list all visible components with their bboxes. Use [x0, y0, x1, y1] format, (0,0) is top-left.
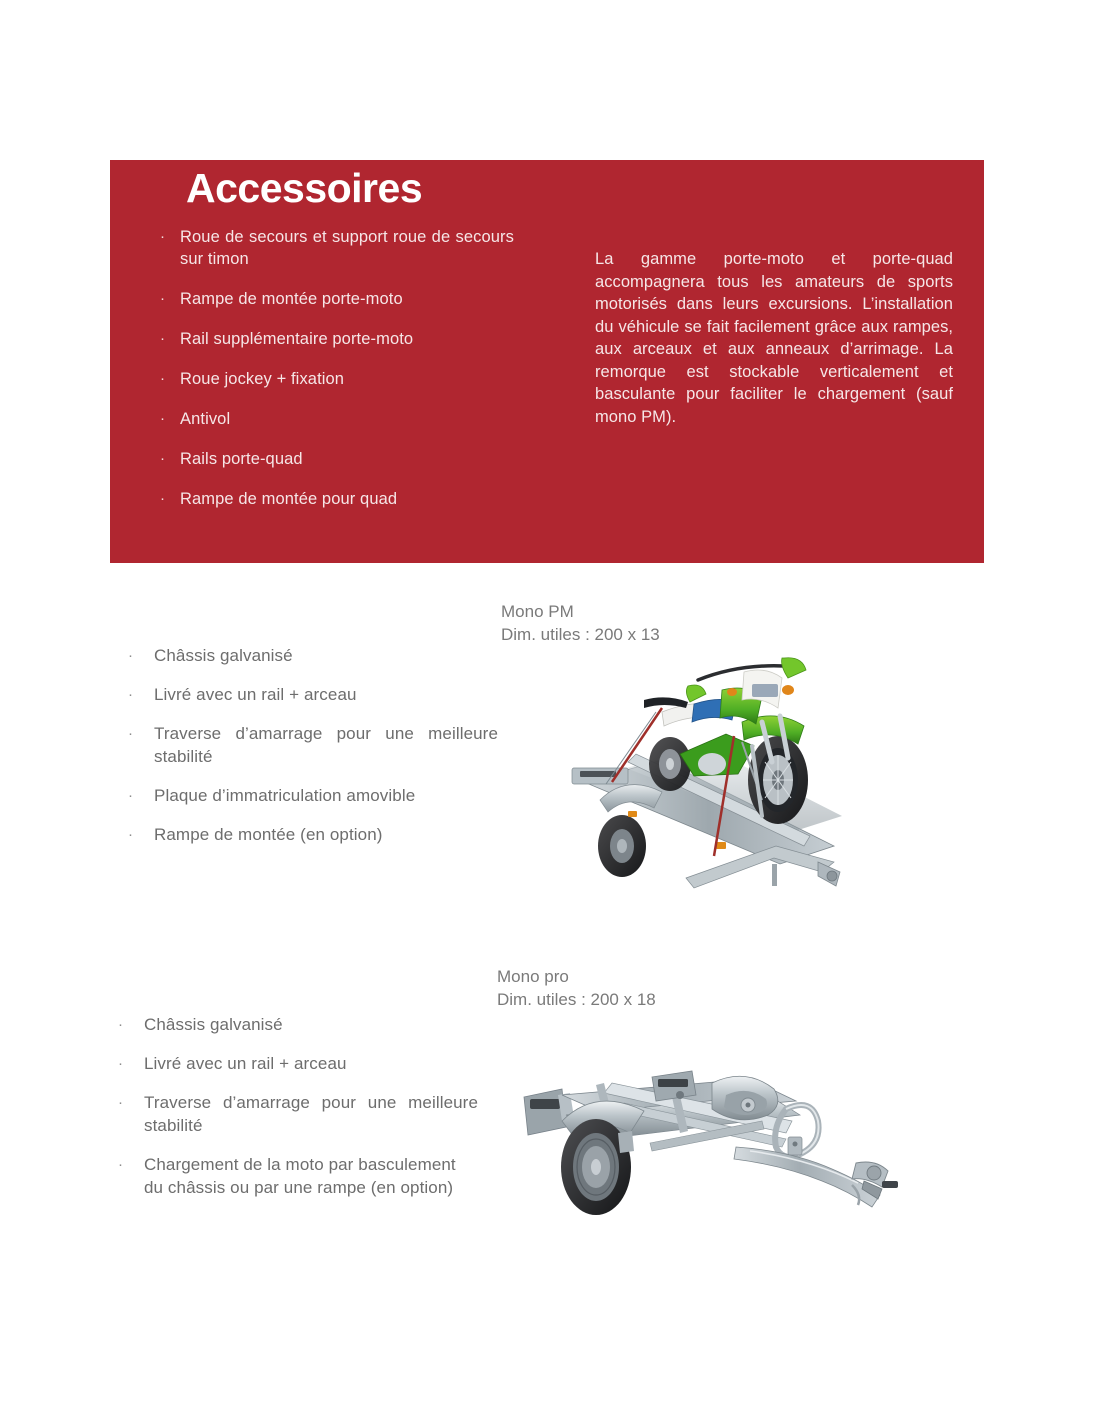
bullet-icon: · — [128, 787, 133, 804]
page-title: Accessoires — [186, 165, 423, 211]
feature-list-mono-pm — [128, 644, 498, 862]
list-item-label: Plaque d’immatriculation amovible — [154, 786, 416, 805]
list-item — [154, 328, 514, 350]
list-item — [154, 488, 514, 510]
list-item-label: Roue jockey + fixation — [180, 370, 345, 388]
list-item-label: Livré avec un rail + arceau — [144, 1054, 347, 1073]
list-item-label: Châssis galvanisé — [144, 1015, 283, 1034]
list-item — [154, 226, 514, 270]
bullet-icon: · — [160, 228, 165, 245]
list-item-label: Roue de secours et support roue de secours sur timon — [180, 228, 514, 268]
accessories-panel — [110, 160, 984, 563]
bullet-icon: · — [128, 725, 133, 742]
bullet-icon: · — [118, 1016, 123, 1033]
list-item-label: Rails porte-quad — [180, 450, 303, 468]
bullet-icon: · — [118, 1094, 123, 1111]
product-image-mono-pm — [566, 650, 856, 905]
list-item-label: Antivol — [180, 410, 231, 428]
list-item — [154, 408, 514, 430]
list-item — [128, 683, 498, 706]
list-item — [118, 1013, 478, 1036]
product-image-mono-pro — [500, 1055, 910, 1230]
list-item-label: Rail supplémentaire porte-moto — [180, 330, 414, 348]
accessories-list — [154, 226, 514, 528]
bullet-icon: · — [160, 410, 165, 427]
list-item-label: Rampe de montée (en option) — [154, 825, 383, 844]
bullet-icon: · — [128, 686, 133, 703]
product-dimensions: Dim. utiles : 200 x 18 — [497, 990, 656, 1009]
bullet-icon: · — [160, 290, 165, 307]
bullet-icon: · — [160, 330, 165, 347]
accessories-description: La gamme porte-moto et porte-quad accompagnera tous les amateurs de sports motorisés dans leurs excursions. L’installation du véhicule se fait facilement grâce aux rampes, aux arceaux et aux anneaux d’arrimage. La remorque est stockable verticalement et basculante pour faciliter le chargement (sauf mono PM). — [595, 250, 953, 426]
list-item — [128, 722, 498, 768]
product-dimensions: Dim. utiles : 200 x 13 — [501, 625, 660, 644]
list-item-label: Traverse d’amarrage pour une meilleure stabilité — [144, 1093, 478, 1135]
list-item — [154, 288, 514, 310]
list-item — [128, 823, 498, 846]
bullet-icon: · — [128, 826, 133, 843]
list-item — [154, 368, 514, 390]
product-name: Mono PM — [501, 602, 574, 621]
list-item-label: Livré avec un rail + arceau — [154, 685, 357, 704]
list-item-label: Rampe de montée pour quad — [180, 490, 398, 508]
bullet-icon: · — [118, 1055, 123, 1072]
bullet-icon: · — [160, 490, 165, 507]
bullet-icon: · — [128, 647, 133, 664]
product-name: Mono pro — [497, 967, 569, 986]
list-item-label: Rampe de montée porte-moto — [180, 290, 403, 308]
list-item — [118, 1052, 478, 1075]
list-item — [154, 448, 514, 470]
bullet-icon: · — [160, 370, 165, 387]
list-item — [118, 1091, 478, 1137]
list-item-label: Châssis galvanisé — [154, 646, 293, 665]
list-item — [128, 644, 498, 667]
bullet-icon: · — [160, 450, 165, 467]
feature-list-mono-pro — [118, 1013, 478, 1215]
product-heading-mono-pm — [501, 600, 660, 646]
bullet-icon: · — [118, 1156, 123, 1173]
product-heading-mono-pro — [497, 965, 656, 1011]
list-item-label: Chargement de la moto par basculement du châssis ou par une rampe (en option) — [144, 1155, 456, 1197]
list-item-label: Traverse d’amarrage pour une meilleure stabilité — [154, 724, 498, 766]
list-item — [118, 1153, 478, 1199]
list-item — [128, 784, 498, 807]
